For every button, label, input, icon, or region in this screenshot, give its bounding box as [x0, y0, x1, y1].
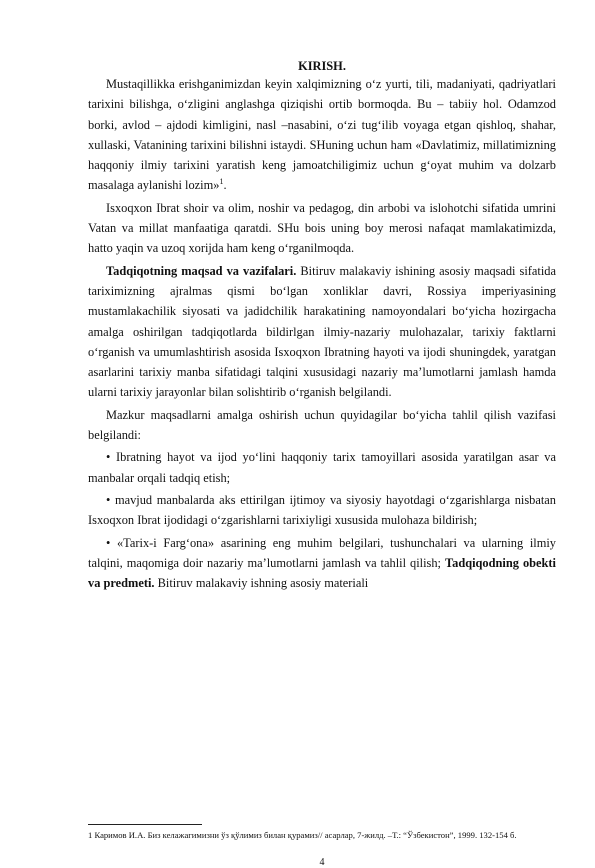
object-text: Bitiruv malakaviy ishning asosiy materiali: [154, 576, 369, 591]
page-number: 4: [319, 857, 325, 868]
paragraph-tasks: Mazkur maqsadlarni amalga oshirish uchun quyidagilar bo‘yicha tahlil qilish vazifasi belgilandi:: [88, 407, 556, 443]
body-text: [88, 74, 556, 593]
footnote-ref[interactable]: 1: [219, 177, 224, 187]
list-item-task-2: • mavjud manbalarda aks ettirilgan ijtimoy va siyosiy hayotdagi o‘zgarishlarga nisbatan Isxoqxon Ibrat ijodidagi o‘zgarishlarni tarixiyligi xususida mulohaza bildirish;: [88, 492, 556, 528]
paragraph-intro: [88, 74, 556, 196]
paragraph-goals: [88, 261, 556, 403]
object-heading: Tadqiqodning obekti va predmeti.: [88, 555, 556, 591]
paragraph-intro-text: Mustaqillikka erishganimizdan keyin xalqimizning o‘z yurti, tili, madaniyati, qadriyatlari tarixini bilishga, o‘zligini anglashga qiziqishi ortib bormoqda. Bu – tabiiy hol. Odamzod borki, avlod – ajdodi kimligini, nasl –nasabini, o‘zi tug‘ilib voyaga etgan qishloq, shahar, xullaski, Vatanining tarixini bilishni istaydi. SHuning uchun ham «Davlatimiz, millatimizning haqqoniy ilmiy tarixini yaratish keng jamoatchiligimiz uchun g‘oyat muhim va dolzarb masalaga aylanishi lozim»: [88, 77, 556, 193]
goals-text: Bitiruv malakaviy ishining asosiy maqsadi sifatida tariximizning ajralmas qismi bo‘lgan xonliklar davri, Rossiya imperiyasining mustamlakachilik siyosati va jadidchilik harakatining namoyondalari bo‘yicha hozirgacha amalga oshirilgan tadqiqotlarda bildirlgan ilmiy-nazariy mulohazalar, tarixiy faktlarni o‘rganish va umumlashtirish asosida Isxoqxon Ibratning hayoti va ijodi shuningdek, yaratgan asarlarini tarixiy manba sifatidagi talqini xususidagi nazariy ma’lumotlarni jamlash hamda ularni tarixiy jarayonlar bilan solishtirib o‘rganish belgilandi.: [88, 263, 556, 400]
paragraph-intro-end: .: [223, 178, 227, 193]
list-item-task-1: • Ibratning hayot va ijod yo‘lini haqqoniy tarix tamoyillari asosida yaratilgan asar va manbalar orqali tadqiq etish;: [88, 450, 556, 485]
task-3-text: • «Tarix-i Farg‘ona» asarining eng muhim belgilari, tushunchalari va ularning ilmiy talqini, maqomiga doir nazariy ma’lumotlarni jamlash va tahlil qilish;: [88, 535, 556, 570]
goals-heading: Tadqiqotning maqsad va vazifalari.: [106, 263, 297, 278]
footnote: 1 Каримов И.А. Биз келажагимизни ўз қўлимиз билан қурамиз// асарлар, 7-жилд. –Т.: “Ўзбекистон”, 1999. 132-154 б.: [88, 830, 517, 840]
section-heading: KIRISH.: [298, 59, 346, 73]
paragraph-ibrat: Isxoqxon Ibrat shoir va olim, noshir va pedagog, din arbobi va islohotchi sifatida umrini Vatan va millat manfaatiga qaratdi. SHu bois uning boy merosi nafaqat mamlakatimizda, hatto yaqin va uzoq xorijda ham keng o‘rganilmoqda.: [88, 200, 556, 256]
footnote-divider: [88, 824, 202, 825]
list-item-task-3: [88, 533, 556, 594]
